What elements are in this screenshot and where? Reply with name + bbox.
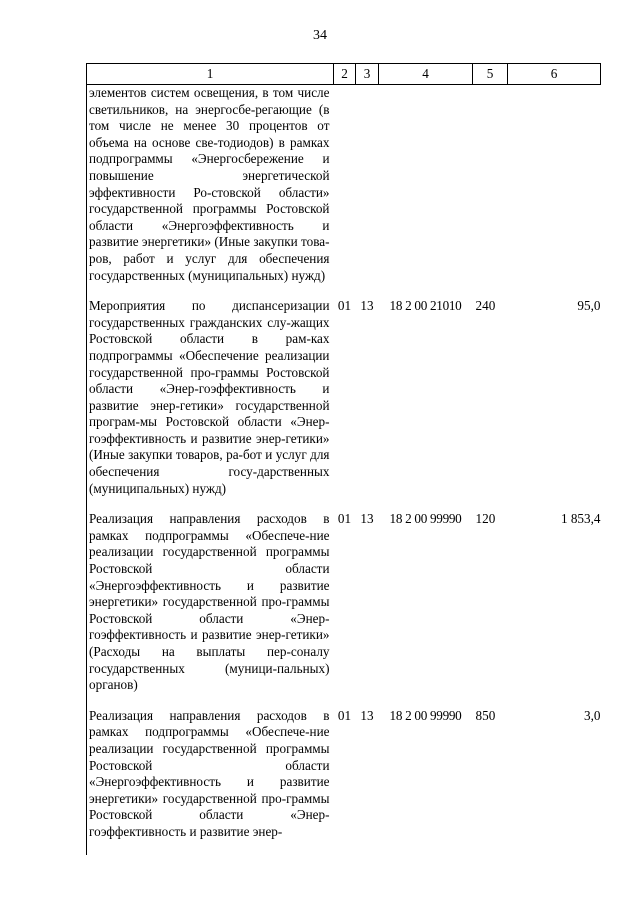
row-amount: 95,0 <box>577 298 601 314</box>
table-row <box>87 298 601 511</box>
header-row <box>87 64 601 85</box>
row-subsection: 13 <box>360 707 374 723</box>
table-row <box>87 511 601 708</box>
row-amount <box>508 85 601 299</box>
header-col-4: 4 <box>379 64 473 85</box>
row-amount: 1 853,4 <box>560 511 601 527</box>
row-description: Мероприятия по диспансеризации государственных гражданских слу-жащих Ростовской области в рам-ках подпрограммы «Обеспечение реализации государственной про-граммы Ростовской области «Энер-гоэффективность и развитие энер-гетики» государственной програм-мы Ростовской области «Энер-гоэффективность и развитие энер-гетики» (Иные закупки товаров, ра-бот и услуг для обеспечения госу-дарственных (муниципальных) нужд) <box>87 298 334 511</box>
row-expense-type: 120 <box>475 511 496 527</box>
row-target-code <box>379 85 473 299</box>
header-col-5: 5 <box>473 64 508 85</box>
budget-table <box>86 63 601 855</box>
row-subsection: 13 <box>360 511 374 527</box>
header-col-2: 2 <box>334 64 356 85</box>
row-subsection <box>356 85 379 299</box>
page-number: 34 <box>313 28 327 43</box>
row-section <box>334 85 356 299</box>
row-expense-type <box>473 85 508 299</box>
table-row <box>87 85 601 299</box>
row-section: 01 <box>337 511 352 527</box>
row-description: Реализация направления расходов в рамках подпрограммы «Обеспече-ние реализации государственной программы Ростовской области «Энергоэффективность и развитие энергетики» государственной про-граммы Ростовской области «Энер-гоэффективность и развитие энер-гетики» (Расходы на выплаты пер-соналу государственных (муници-пальных) органов) <box>87 511 334 708</box>
row-description: элементов систем освещения, в том числе светильников, на энергосбе-регающие (в том числе не менее 30 процентов от объема на основе све-тодиодов) в рамках подпрограммы «Энергосбережение и повышение энергетической эффективности Ро-стовской области» государственной программы Ростовской области «Энергоэффективность и развитие энергетики» (Иные закупки това-ров, работ и услуг для обеспечения государственных (муниципальных) нужд) <box>87 85 334 299</box>
row-target-code: 18 2 00 99990 <box>389 511 462 527</box>
row-expense-type: 240 <box>475 298 496 314</box>
row-expense-type: 850 <box>475 707 496 723</box>
table-row <box>87 708 601 855</box>
row-target-code: 18 2 00 99990 <box>389 707 462 723</box>
row-section: 01 <box>337 298 352 314</box>
row-target-code: 18 2 00 21010 <box>389 298 462 314</box>
row-description: Реализация направления расходов в рамках подпрограммы «Обеспече-ние реализации государственной программы Ростовской области «Энергоэффективность и развитие энергетики» государственной про-граммы Ростовской области «Энер-гоэффективность и развитие энер- <box>87 708 334 855</box>
row-subsection: 13 <box>360 298 374 314</box>
header-col-6: 6 <box>508 64 601 85</box>
header-col-1: 1 <box>87 64 334 85</box>
row-amount: 3,0 <box>584 707 601 723</box>
header-col-3: 3 <box>356 64 379 85</box>
row-section: 01 <box>337 707 352 723</box>
